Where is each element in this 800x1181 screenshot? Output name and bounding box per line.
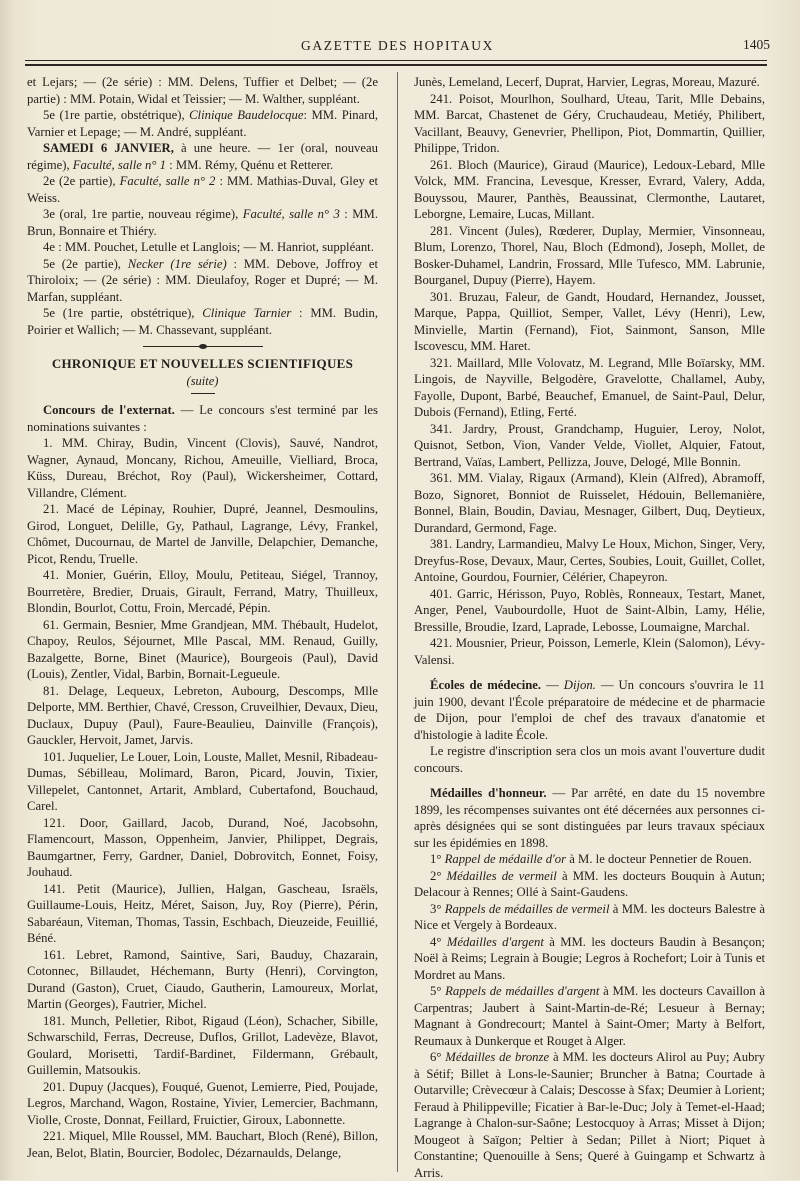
text-run-italic: Rappel de médaille d'or — [444, 852, 567, 866]
text-run-italic: Necker (1re série) — [127, 256, 227, 271]
text-run-italic: Médailles de bronze — [445, 1050, 550, 1064]
nomination-entry: 81. Delage, Lequeux, Lebreton, Aubourg, Descomps, Mlle Delporte, MM. Berthier, Chavé, Cresson, Cruveilhier, Devaux, Dieu, Duclaux, Dupuy (Paul), Faure-Beaulieu, Dainville (François), Gauckler, Hervoit, Jamet, Jarvis. — [27, 683, 378, 747]
text-run: 2e (2e partie), — [43, 174, 120, 188]
text-run: — Un concours s'ouvrira le 11 juin 1900, devant l'École préparatoire de médecine et de pharmacie de Dijon, pour l'emploi de chef des travaux d'anatomie et d'histologie à ladite École. — [414, 678, 766, 742]
text-run-italic: Faculté, salle n° 3 — [242, 207, 340, 221]
text-run: — Le concours s'est terminé par les nominations suivantes : — [27, 403, 378, 434]
medal-item — [414, 901, 765, 934]
date-heading: SAMEDI 6 JANVIER, — [43, 141, 174, 155]
nomination-entry: 401. Garric, Hérisson, Puyo, Roblès, Ronneaux, Testart, Manet, Anger, Penel, Vaubourdolle, Huot de Saint-Albin, Lamy, Hélie, Bressille, Broudie, Izard, Laprade, Lebosse, Loumaigne, Marchal. — [414, 586, 765, 634]
text-run-italic: Faculté, salle n° 2 — [119, 174, 216, 188]
text-run: : MM. Mathias-Duval, Gley et Weiss. — [27, 174, 378, 205]
text-run-italic: Dijon. — [563, 678, 596, 692]
nomination-entry: 101. Juquelier, Le Louer, Loin, Louste, Mallet, Mesnil, Ribadeau-Dumas, Sébilleau, Molimard, Baron, Picard, Jouvin, Tixier, Villepelet, Cantonnet, Artarit, Amblard, Cubertafond, Bouchaud, Carel. — [27, 749, 378, 813]
text-run: à MM. les docteurs Cavaillon à Carpentras; Jaubert à Saint-Martin-de-Ré; Lesueur à Bernay; Magnant à Gondrecourt; Mantel à Saint-Omer; Marty à Belfort, Reumaux à Dunkerque et Rouget à Alger. — [414, 984, 766, 1048]
text-run: 3e (oral, 1re partie, nouveau régime), — [43, 207, 243, 221]
medal-item — [414, 851, 765, 868]
exam-paragraph: 4e : MM. Pouchet, Letulle et Langlois; — M. Hanriot, suppléant. — [43, 240, 374, 254]
text-run: à MM. les docteurs Bouquin à Autun; Delacour à Rennes; Ollé à Saint-Gaudens. — [414, 868, 765, 899]
nomination-entry: 41. Monier, Guérin, Elloy, Moulu, Petiteau, Siégel, Trannoy, Bourretère, Bredier, Druais, Girault, Ferrand, Matry, Thuilleux, Blondin, Bourlot, Cottu, Froin, Mercadé, Pépin. — [27, 568, 378, 615]
ornament-divider — [143, 344, 263, 350]
exam-paragraph — [27, 256, 378, 306]
section-rule — [191, 393, 215, 394]
exam-paragraph — [27, 206, 378, 239]
text-run: 3° — [430, 901, 445, 916]
text-run: 5e (2e partie), — [43, 256, 128, 271]
news-heading: Écoles de médecine. — [430, 678, 542, 692]
nomination-entry: 1. MM. Chiray, Budin, Vincent (Clovis), Sauvé, Nandrot, Wagner, Aynaud, Moncany, Richou, Ameuille, Vielliard, Broca, Küss, Dureau, Bréchot, Roy (Paul), Wickersheimer, Cottard, Villandre, Clément. — [27, 436, 378, 500]
text-run-italic: Médailles de vermeil — [446, 868, 557, 883]
header-rule-thick — [25, 64, 767, 66]
nomination-entry: 321. Maillard, Mlle Volovatz, M. Legrand, Mlle Boïarsky, MM. Lingois, de Nayville, Belgodère, Gravelotte, Challamel, Auby, Fayolle, Dupont, Barbé, Beauchef, Emanuel, de Saint-Paul, Delur, Dubois (Fernand), Etling, Ferté. — [414, 355, 765, 419]
page-number: 1405 — [743, 37, 770, 52]
text-run-italic: Clinique Tarnier — [202, 306, 292, 320]
medal-item — [414, 1049, 765, 1181]
section-subtitle: (suite) — [186, 373, 219, 388]
header-rule — [25, 60, 767, 61]
news-heading: Médailles d'honneur. — [430, 786, 547, 800]
nomination-list — [27, 435, 378, 1161]
text-run: 1° — [430, 852, 445, 866]
nomination-entry: 261. Bloch (Maurice), Giraud (Maurice), Ledoux-Lebard, Mlle Volck, MM. Francina, Levesque, Kresser, Evrard, Valery, Adda, Bouyssou, Maurer, Panthès, Beaussinat, Clermonthe, Lautaret, Leborgne, Lemaire, Lucas, Millant. — [414, 157, 765, 221]
news-heading: Concours de l'externat. — [43, 403, 175, 417]
text-run: 6° — [430, 1050, 446, 1064]
text-run-italic: Rappels de médailles de vermeil — [444, 901, 610, 916]
text-run: : MM. Rémy, Quénu et Retterer. — [165, 157, 334, 172]
text-run-italic: Clinique Baudelocque — [189, 108, 304, 122]
medal-item — [414, 983, 765, 1049]
text-run-italic: Rappels de médailles d'argent — [445, 984, 600, 998]
nomination-entry: Junès, Lemeland, Lecerf, Duprat, Harvier, Legras, Moreau, Mazuré. — [414, 75, 760, 89]
news-paragraph — [27, 402, 378, 435]
nomination-entry: 61. Germain, Besnier, Mme Grandjean, MM. Thébault, Hudelot, Chapoy, Reulos, Séjournet, Mlle Pascal, MM. Renaud, Guilly, Bazalgette, Borne, Binet (Maurice), Bourgeois (Paul), David (Louis), Zentler, Vidal, Barbin, Bornait-Legueule. — [27, 617, 378, 681]
nomination-entry: 141. Petit (Maurice), Jullien, Halgan, Gascheau, Israëls, Guillaume-Louis, Heitz, Méret, Saison, Juy, Roy (Pierre), Périn, Sabaréaun, Viteman, Thomas, Tassin, Eschbach, Dieuzeide, Feuillié, Béné. — [27, 881, 378, 945]
text-run: 5e (1re partie, obstétrique), — [43, 306, 203, 320]
text-run-italic: Médailles d'argent — [446, 934, 544, 949]
nomination-entry: 221. Miquel, Mlle Roussel, MM. Bauchart, Bloch (René), Billon, Jean, Belot, Blatin, Bourcier, Bodolec, Dézarnaulds, Delange, — [27, 1129, 378, 1160]
journal-title: GAZETTE DES HOPITAUX — [301, 38, 494, 53]
nomination-entry: 341. Jardry, Proust, Grandchamp, Huguier, Leroy, Nolot, Quisnot, Setbon, Vion, Vander Velde, Viollet, Alquier, Fatout, Bertrand, Vaïas, Lambert, Pellizza, Jouve, Delogé, Mlle Bonnin. — [414, 421, 765, 469]
text-run-italic: Faculté, salle n° 1 — [72, 157, 166, 172]
text-run: 2° — [430, 868, 447, 883]
column-divider — [397, 72, 398, 1172]
exam-paragraph — [27, 173, 378, 206]
nomination-entry: 361. MM. Vialay, Rigaux (Armand), Klein (Alfred), Abramoff, Bozo, Signoret, Bonniot de Ruisselet, Hédouin, Bellemanière, Bonnel, Blain, Boudin, Daviau, Mesnager, Gilbert, Duq, Deytieux, Durandard, Germond, Fage. — [414, 471, 765, 535]
nomination-entry: 201. Dupuy (Jacques), Fouqué, Guenot, Lemierre, Pied, Poujade, Legros, Marchand, Wagon, Rostaine, Yivier, Lemercier, Bachmann, Violle, Croste, Donnat, Feillard, Fruictier, Giroux, Labonnette. — [27, 1079, 378, 1127]
nomination-entry: 421. Mousnier, Prieur, Poisson, Lemerle, Klein (Salomon), Lévy-Valensi. — [414, 636, 765, 667]
news-paragraph: Le registre d'inscription sera clos un mois avant l'ouverture dudit concours. — [414, 744, 765, 775]
text-run: à une heure. — 1er (oral, nouveau régime), — [27, 141, 378, 172]
exam-paragraph — [27, 140, 378, 173]
medal-item — [414, 934, 765, 984]
nomination-list-continued — [414, 74, 765, 668]
nomination-entry: 121. Door, Gaillard, Jacob, Durand, Noé, Jacobsohn, Flamencourt, Masson, Oppenheim, Janvier, Philippet, Degrais, Baumgartner, Ferry, Gardner, Daniel, Dobrovitch, Eonnet, Foisy, Jouhaud. — [27, 815, 378, 879]
text-run: à MM. les docteurs Baudin à Besançon; Noël à Reims; Legrain à Bougie; Legros à Rochefort; Loir à Tunis et Mordret au Mans. — [414, 934, 765, 982]
text-run: : MM. Pinard, Varnier et Lepage; — M. André, suppléant. — [27, 108, 378, 139]
running-header — [25, 34, 770, 58]
text-run: 4° — [430, 934, 447, 949]
exam-paragraph — [27, 107, 378, 140]
news-paragraph — [414, 785, 765, 851]
nomination-entry: 21. Macé de Lépinay, Rouhier, Dupré, Jeannel, Desmoulins, Girod, Longuet, Delille, Gy, Pathaul, Lagrange, Lévy, Frankel, Chômet, Ducournau, de Martel de Janville, Delapchier, Demanche, Picot, Rendu, Truelle. — [27, 502, 378, 566]
text-run: à MM. les docteurs Balestre à Nice et Vergely à Bordeaux. — [414, 901, 765, 932]
nomination-entry: 181. Munch, Pelletier, Ribot, Rigaud (Léon), Schacher, Sibille, Schwarschild, Ferras, Decreuse, Duflos, Grillot, Ladevèze, Blavot, Goulard, Morisetti, Tardif-Bardinet, Fildermann, Grébault, Guillemin, Matsoukis. — [27, 1013, 378, 1077]
nomination-entry: 281. Vincent (Jules), Rœderer, Duplay, Mermier, Vinsonneau, Blum, Lorenzo, Thorel, Nau, Bloch (Edmond), Joseph, Mollet, de Bosker-Duhamel, Landrin, Frossard, Mlle Tufesco, MM. Labrunie, Bourganel, Dupuy (Pierre), Hayem. — [414, 223, 765, 287]
text-run: 5e (1re partie, obstétrique), — [43, 108, 190, 122]
left-column — [27, 74, 378, 1161]
text-run: : MM. Debove, Joffroy et Thiroloix; — (2e série) : MM. Dieulafoy, Roger et Dupré; — M. Marfan, suppléant. — [27, 256, 378, 304]
text-run: — — [541, 678, 564, 692]
text-run: : MM. Brun, Bonnaire et Thiéry. — [27, 207, 378, 238]
nomination-entry: 161. Lebret, Ramond, Saintive, Sari, Bauduy, Chazarain, Cotonnec, Billaudet, Héchemann, Burty (Henri), Corvington, Durand (Gaston), Cruet, Ciaudo, Gautherin, Lamoureux, Morlat, Martin (Georges), Fautrier, Michel. — [27, 947, 378, 1011]
news-paragraph — [414, 677, 765, 743]
text-run: à M. le docteur Pennetier de Rouen. — [566, 852, 752, 866]
text-run: à MM. les docteurs Alirol au Puy; Aubry à Sétif; Billet à Lons-le-Saunier; Bruncher à Batna; Courtade à Outarville; Crèvecœur à Calais; Descosse à Sfax; Deumier à Lorient; Feraud à Philippeville; Ficatier à Bar-le-Duc; Joly à Temet-el-Haad; Lagrange à Chalon-sur-Saône; Lestocquoy à Arras; Misset à Dijon; Mougeot à Saïgon; Peltier à Sedan; Pillet à Niort; Piquet à Constantine; Quenouille à Sens; Queré à Guingamp et Schwartz à Arris. — [414, 1050, 765, 1180]
exam-paragraph: et Lejars; — (2e série) : MM. Delens, Tuffier et Delbet; — (2e partie) : MM. Potain, Widal et Teissier; — M. Walther, suppléant. — [27, 75, 378, 106]
medal-item — [414, 868, 765, 901]
nomination-entry: 241. Poisot, Mourlhon, Soulhard, Uteau, Tarit, Mlle Debains, MM. Barcat, Chastenet de Géry, Cruchaudeau, Metiéy, Philibert, Vacillant, Beauvy, Genevrier, Phellipon, Piot, Dommartin, Quillier, Philippe, Tridon. — [414, 91, 765, 155]
nomination-entry: 301. Bruzau, Faleur, de Gandt, Houdard, Hernandez, Jousset, Marque, Pappa, Quilliot, Semper, Vallet, Lévy (Henri), Lew, Minvielle, Martin (Fernand), Fiot, Sainmont, Sanson, Mlle Iscovescu, MM. Haret. — [414, 289, 765, 353]
exam-paragraph — [27, 305, 378, 338]
text-run: 5° — [430, 984, 446, 998]
text-run: : MM. Budin, Poirier et Wallich; — M. Chassevant, suppléant. — [27, 306, 378, 337]
nomination-entry: 381. Landry, Larmandieu, Malvy Le Houx, Michon, Singer, Very, Dreyfus-Rose, Devaux, Maur, Certes, Soubies, Louit, Guillet, Collet, Antoine, Gourdou, Fournier, Célérier, Chapeyron. — [414, 537, 765, 584]
right-column — [414, 74, 765, 1181]
section-title: CHRONIQUE ET NOUVELLES SCIENTIFIQUES — [51, 356, 354, 371]
text-run: — Par arrêté, en date du 15 novembre 1899, les récompenses suivantes ont été décernées aux personnes ci-après désignées qui se sont distinguées par leurs travaux spéciaux sur les épidémies en 1898. — [414, 786, 765, 850]
